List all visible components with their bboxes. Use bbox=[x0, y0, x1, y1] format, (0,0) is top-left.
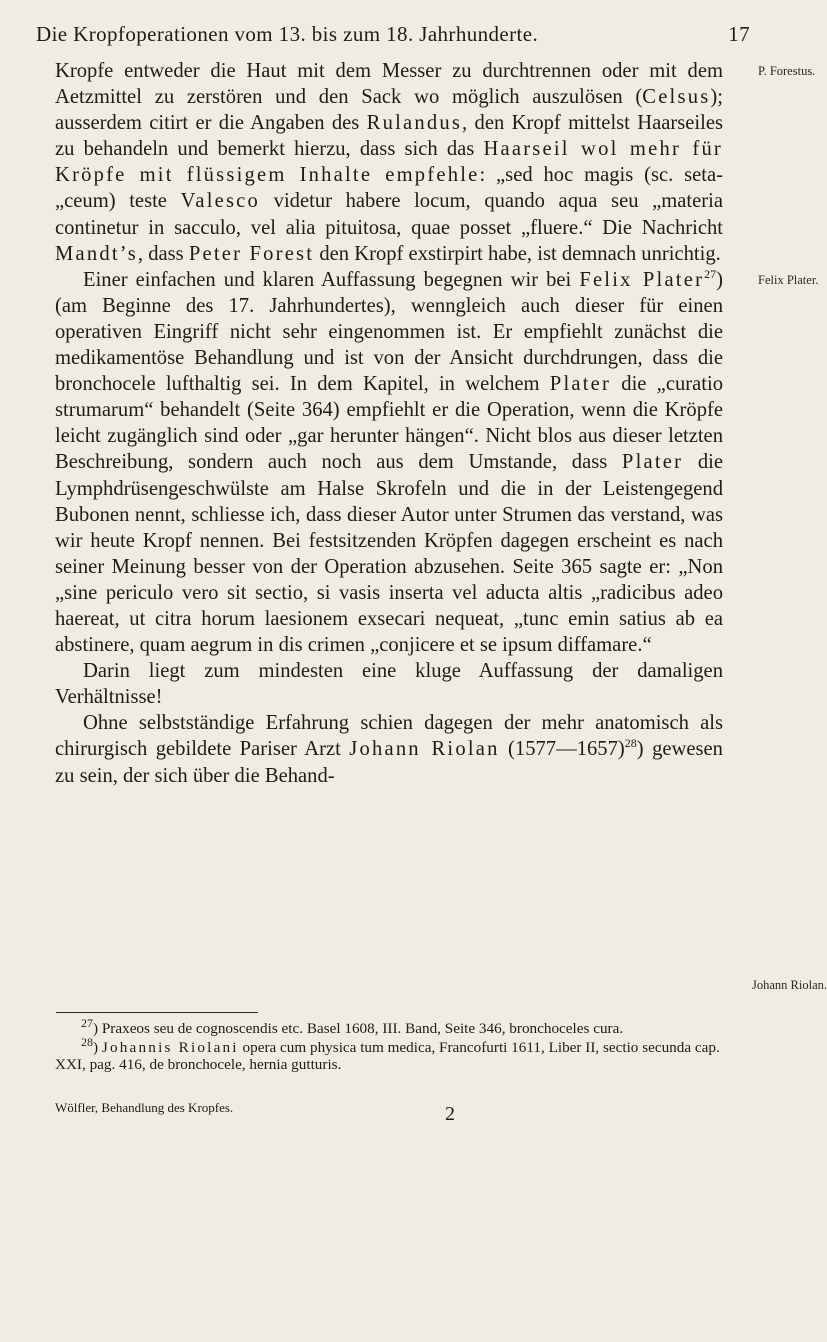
footnotes bbox=[55, 1015, 723, 1074]
footnote-text: ) Praxeos seu de cognoscendis etc. Basel 1608, III. Band, Seite 346, bronchoceles cura. bbox=[93, 1020, 624, 1037]
author-name-felix-plater: Felix Plater bbox=[579, 268, 705, 291]
paragraph-forestus bbox=[55, 58, 723, 267]
text-run: Ohne selbstständige Erfahrung schien dagegen der mehr anatomisch als chirurgisch gebildete Pariser Arzt bbox=[55, 712, 723, 761]
paragraph-plater bbox=[55, 267, 723, 658]
text-run: (1577—1657) bbox=[499, 738, 625, 761]
footnote-text: ) bbox=[93, 1039, 102, 1057]
author-name-plater: Plater bbox=[549, 373, 612, 396]
text-run: videtur habere locum, quando aqua seu „materia continetur in sacculo, vel alia pituitosa, quae posset „fluere.“ Die Nachricht bbox=[55, 190, 724, 239]
body-text bbox=[55, 58, 723, 789]
author-name-valesco: Valesco bbox=[180, 190, 261, 213]
footnote-divider bbox=[56, 1012, 258, 1013]
signature-mark: 2 bbox=[445, 1103, 455, 1125]
text-run: , dass bbox=[137, 242, 189, 265]
footnote-ref-27: 27 bbox=[704, 266, 717, 281]
margin-note-riolan: Johann Riolan. bbox=[752, 978, 827, 992]
author-name-riolani: Johannis Riolani bbox=[101, 1039, 239, 1057]
author-name-rulandus: Rulandus bbox=[366, 112, 463, 135]
text-run: ) gewesen zu sein, der sich über die Behand- bbox=[55, 738, 723, 787]
text-run: die „curatio strumarum“ behandelt (Seite 364) empfiehlt er die Operation, wenn die Kröpfe leicht zugänglich sind oder „gar herunter hängen“. Nicht blos aus dieser letzten Beschreibung, sondern auch noch aus dem Umstande, dass bbox=[55, 373, 724, 474]
paragraph-conclusion: Darin liegt zum mindesten eine kluge Auffassung der damaligen Verhältnisse! bbox=[55, 660, 723, 709]
text-run: die Lymphdrüsengeschwülste am Halse Skrofeln und die in der Leistengegend Bubonen nennt, schliesse ich, dass dieser Autor unter Strumen das verstand, was wir heute Kropf nennen. Bei festsitzenden Kröpfen dagegen erscheint es nach seiner Meinung besser von der Operation abzusehen. Seite 365 sagte er: „Non „sine periculo vero sit sectio, si vasis inserta vel aducta altis „radicibus adeo haereat, ut citra horum laesionem exsecari nequeat, „tunc emin satius ab ea abstinere, quam aegrum in dis crimen „conjicere et se ipsum diffamare.“ bbox=[55, 451, 724, 657]
author-name-mandt: Mandt’s bbox=[55, 242, 138, 265]
footer-running-title: Wölfler, Behandlung des Kropfes. bbox=[55, 1100, 234, 1115]
author-name-johann-riolan: Johann Riolan bbox=[349, 738, 500, 761]
footnote-marker: 27 bbox=[81, 1015, 93, 1030]
page-number: 17 bbox=[728, 22, 750, 46]
page-footer bbox=[55, 1100, 723, 1125]
text-run: ) (am Beginne des 17. Jahrhundertes), wenngleich auch dieser für einen operativen Eingriff nicht sehr eingenommen ist. Er empfiehlt zunächst die medikamentöse Behandlung und ist von der Ansicht durchdrungen, dass die bronchocele lufthaltig sei. In dem Kapitel, in welchem bbox=[55, 268, 723, 396]
author-name-celsus: Celsus bbox=[642, 86, 711, 109]
author-name-plater: Plater bbox=[621, 451, 684, 474]
text-run: Kropfe entweder die Haut mit dem Messer zu durchtrennen oder mit dem Aetzmittel zu zerstören und den Sack wo möglich auszulösen ( bbox=[55, 60, 723, 109]
footnote-ref-28: 28 bbox=[624, 736, 637, 751]
paragraph-riolan bbox=[55, 710, 723, 788]
running-header-title: Die Kropfoperationen vom 13. bis zum 18. Jahrhunderte. bbox=[36, 22, 539, 46]
text-run: : „sed hoc magis (sc. seta-„ceum) teste bbox=[55, 164, 723, 213]
author-name-peter-forest: Peter Forest bbox=[188, 242, 315, 265]
emphasized-phrase: Haarseil wol mehr für Kröpfe mit flüssigem Inhalte empfehle bbox=[55, 138, 723, 187]
text-run: Einer einfachen und klaren Auffassung begegnen wir bei bbox=[83, 268, 580, 291]
footnote-28 bbox=[55, 1035, 723, 1074]
text-run: , den Kropf mittelst Haarseiles zu behandeln und bemerkt hierzu, dass sich das bbox=[55, 112, 723, 161]
footnote-text: opera cum physica tum medica, Francofurti 1611, Liber II, sectio secunda cap. XXI, pag. 416, de bronchocele, hernia gutturis. bbox=[55, 1039, 720, 1074]
margin-note-forestus: P. Forestus. bbox=[758, 64, 816, 78]
text-run: den Kropf exstirpirt habe, ist demnach unrichtig. bbox=[314, 242, 721, 265]
text-run: ); ausserdem citirt er die Angaben des bbox=[55, 86, 723, 135]
footnote-marker: 28 bbox=[81, 1035, 93, 1050]
footnote-27 bbox=[55, 1015, 723, 1037]
margin-note-plater: Felix Plater. bbox=[758, 273, 819, 287]
